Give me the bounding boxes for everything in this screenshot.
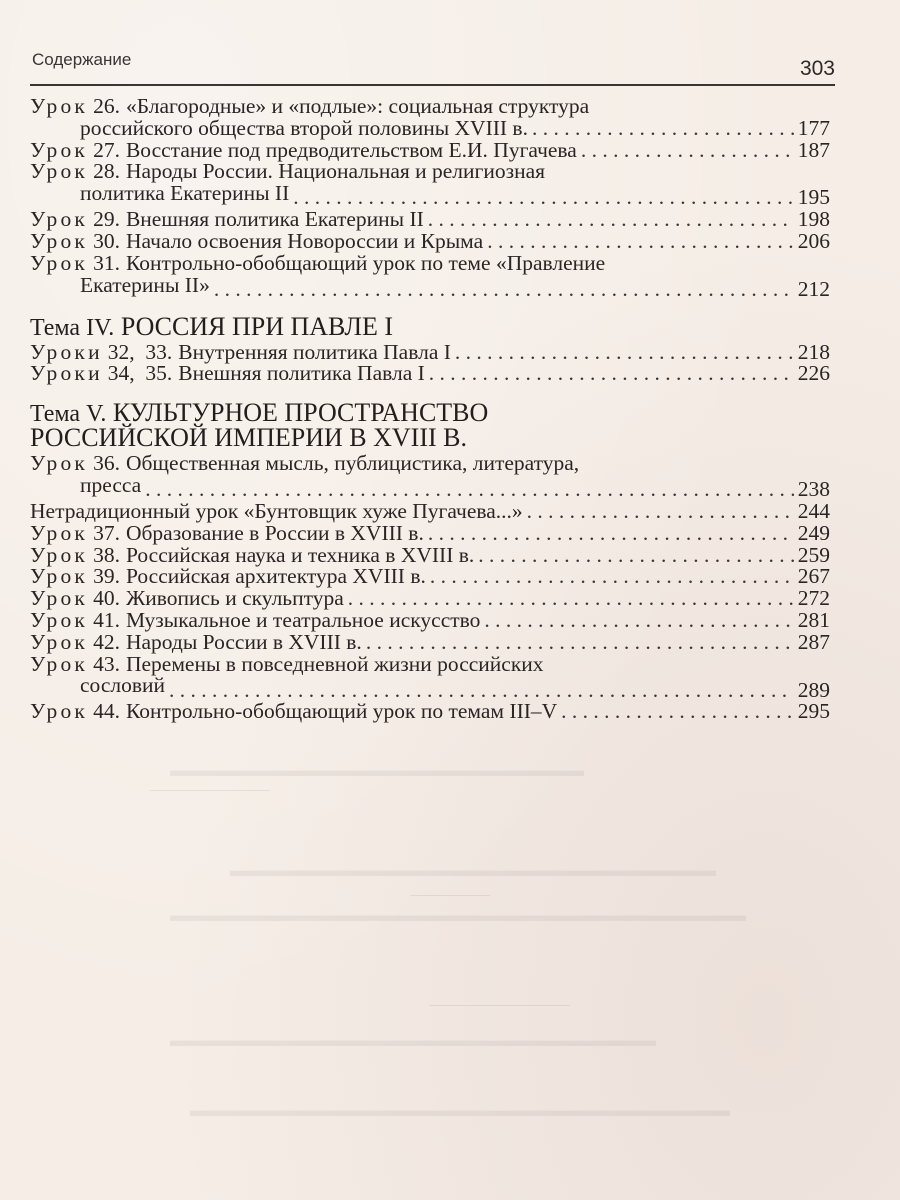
dot-leader [145, 479, 794, 501]
entry-label: Урок [30, 651, 89, 676]
toc-entry-lesson-41 [30, 607, 830, 632]
entry-label: Урок [30, 137, 89, 162]
entry-title: Общественная мысль, публицистика, литература, [125, 451, 580, 476]
entry-page: 206 [797, 228, 830, 253]
entry-label: Урок [30, 607, 89, 632]
entry-title: Нетрадиционный урок «Бунтовщик хуже Пугачева...» [30, 498, 523, 523]
entry-title: Начало освоения Новороссии и Крыма [125, 228, 484, 253]
entry-label: Урок [30, 207, 89, 232]
toc-entry-lesson-30 [30, 228, 830, 253]
entry-number: 32, 33. [107, 339, 173, 364]
entry-title-cont: сословий [80, 673, 166, 698]
toc-entry-lesson-42 [30, 629, 830, 654]
toc-entry-lesson-44 [30, 701, 830, 723]
entry-label: Урок [30, 564, 89, 589]
entry-page: 195 [797, 185, 830, 210]
section-title: КУЛЬТУРНОЕ ПРОСТРАНСТВО [112, 398, 489, 428]
entry-title-cont: Екатерины II» [80, 272, 210, 297]
entry-number: 26. [93, 94, 120, 118]
running-title: Содержание [32, 50, 132, 69]
entry-label: Урок [30, 250, 89, 275]
entry-page: 267 [797, 564, 830, 589]
dot-leader [428, 523, 794, 545]
entry-title: Образование в России в XVIII в. [125, 520, 424, 545]
entry-title: Внешняя политика Павла I [178, 361, 425, 386]
entry-title: Восстание под предводительством Е.И. Пугачева [125, 137, 577, 162]
entry-title: Народы России в XVIII в. [125, 629, 362, 654]
entry-page: 177 [797, 115, 830, 140]
section-title-cont: РОССИЙСКОЙ ИМПЕРИИ В XVIII В. [30, 423, 467, 453]
toc-entry-lesson-28 [30, 161, 830, 209]
entry-title: Музыкальное и театральное искусство [125, 607, 481, 632]
entry-page: 287 [797, 629, 830, 654]
section-heading-4 [30, 311, 830, 341]
entry-label: Урок [30, 94, 89, 118]
section-prefix: Тема IV. [30, 314, 115, 341]
entry-page: 272 [797, 586, 830, 611]
toc-entry-lesson-43 [30, 651, 830, 702]
show-through-text: ▬▬▬▬▬▬▬▬▬▬▬▬▬▬▬▬▬▬▬▬▬▬▬ [170, 760, 584, 780]
dot-leader [478, 545, 793, 567]
entry-label: Урок [30, 228, 89, 253]
show-through-rule [430, 1005, 570, 1006]
toc-entry-lesson-37 [30, 520, 830, 545]
dot-leader [169, 680, 794, 702]
dot-leader [366, 632, 794, 654]
entry-title: Перемены в повседневной жизни российских [125, 651, 544, 676]
toc-entry-lessons-32-33 [30, 339, 830, 364]
toc-entry-lesson-29 [30, 209, 830, 231]
entry-number: 40. [93, 586, 120, 611]
entry-title: «Благородные» и «подлые»: социальная структура [125, 94, 590, 118]
dot-leader [581, 140, 794, 162]
dot-leader [484, 610, 793, 632]
section-heading-5 [30, 398, 830, 453]
entry-page: 259 [797, 542, 830, 567]
entry-title-cont: российского общества второй половины XVIII в. [80, 115, 528, 140]
entry-page: 187 [797, 137, 830, 162]
toc-entry-lessons-34-35 [30, 363, 830, 385]
entry-number: 29. [93, 207, 120, 232]
dot-leader [561, 701, 794, 723]
entry-number: 31. [93, 250, 120, 275]
dot-leader [527, 501, 794, 523]
toc-entry-lesson-26 [30, 96, 830, 140]
entry-label: Урок [30, 629, 89, 654]
toc-entry-lesson-40 [30, 588, 830, 610]
entry-label: Урок [30, 451, 89, 476]
entry-title: Живопись и скульптура [125, 586, 344, 611]
entry-page: 244 [797, 498, 830, 523]
entry-number: 39. [93, 564, 120, 589]
entry-number: 38. [93, 542, 120, 567]
section-title: РОССИЯ ПРИ ПАВЛЕ I [120, 311, 394, 341]
toc-entry-lesson-27 [30, 137, 830, 162]
dot-leader [429, 363, 794, 385]
entry-label: Урок [30, 699, 89, 724]
dot-leader [487, 231, 794, 253]
entry-page: 295 [797, 699, 830, 724]
entry-title: Российская наука и техника в XVIII в. [125, 542, 475, 567]
toc-entry-lesson-39 [30, 566, 830, 588]
entry-label: Уроки [30, 339, 103, 364]
entry-number: 41. [93, 607, 120, 632]
entry-label: Урок [30, 159, 89, 184]
page-number: 303 [799, 57, 835, 80]
entry-title: Контрольно-обобщающий урок по теме «Правление [125, 250, 606, 275]
show-through-text: ▬▬▬▬▬▬▬▬▬▬▬▬▬▬▬▬▬▬▬▬▬▬▬▬▬▬▬▬▬▬▬▬ [170, 905, 746, 925]
dot-leader [428, 209, 794, 231]
entry-number: 42. [93, 629, 120, 654]
entry-page: 289 [797, 677, 830, 702]
entry-number: 37. [93, 520, 120, 545]
entry-page: 281 [797, 607, 830, 632]
entry-page: 238 [797, 477, 830, 502]
toc-entry-lesson-31 [30, 250, 830, 301]
entry-label: Урок [30, 542, 89, 567]
toc-entry-lesson-36 [30, 453, 830, 501]
entry-number: 27. [93, 137, 120, 162]
dot-leader [214, 279, 794, 301]
entry-label: Урок [30, 586, 89, 611]
entry-title-cont: политика Екатерины II [80, 181, 290, 206]
entry-page: 249 [797, 520, 830, 545]
entry-number: 34, 35. [107, 361, 173, 386]
entry-page: 212 [797, 276, 830, 301]
toc-entry-nontraditional-lesson [30, 498, 830, 523]
show-through-text: ▬▬▬▬▬▬▬▬▬▬▬▬▬▬▬▬▬▬▬▬▬▬▬▬▬▬▬ [170, 1030, 656, 1050]
entry-number: 28. [93, 159, 120, 184]
dot-leader [348, 588, 794, 610]
entry-label: Уроки [30, 361, 103, 386]
entry-number: 30. [93, 228, 120, 253]
entry-title: Внутренняя политика Павла I [178, 339, 451, 364]
entry-title-cont: пресса [80, 472, 142, 497]
entry-number: 44. [93, 699, 120, 724]
entry-page: 226 [797, 361, 830, 386]
entry-title: Контрольно-обобщающий урок по темам III–V [125, 699, 558, 724]
dot-leader [430, 566, 794, 588]
table-of-contents [30, 96, 830, 723]
section-prefix: Тема V. [30, 401, 107, 428]
entry-page: 198 [797, 207, 830, 232]
entry-title: Внешняя политика Екатерины II [125, 207, 424, 232]
entry-page: 218 [797, 339, 830, 364]
show-through-rule [410, 895, 490, 896]
show-through-rule [150, 790, 270, 791]
show-through-text: ▬▬▬▬▬▬▬▬▬▬▬▬▬▬▬▬▬▬▬▬▬▬▬▬▬▬▬▬▬▬ [190, 1100, 730, 1120]
running-header [30, 50, 835, 86]
dot-leader [532, 118, 794, 140]
dot-leader [293, 187, 794, 209]
show-through-text: ▬▬▬▬▬▬▬▬▬▬▬▬▬▬▬▬▬▬▬▬▬▬▬▬▬▬▬ [230, 860, 716, 880]
toc-entry-lesson-38 [30, 542, 830, 567]
entry-number: 36. [93, 451, 120, 476]
entry-title: Народы России. Национальная и религиозная [125, 159, 546, 184]
entry-label: Урок [30, 520, 89, 545]
entry-number: 43. [93, 651, 120, 676]
dot-leader [455, 342, 794, 364]
entry-title: Российская архитектура XVIII в. [125, 564, 426, 589]
